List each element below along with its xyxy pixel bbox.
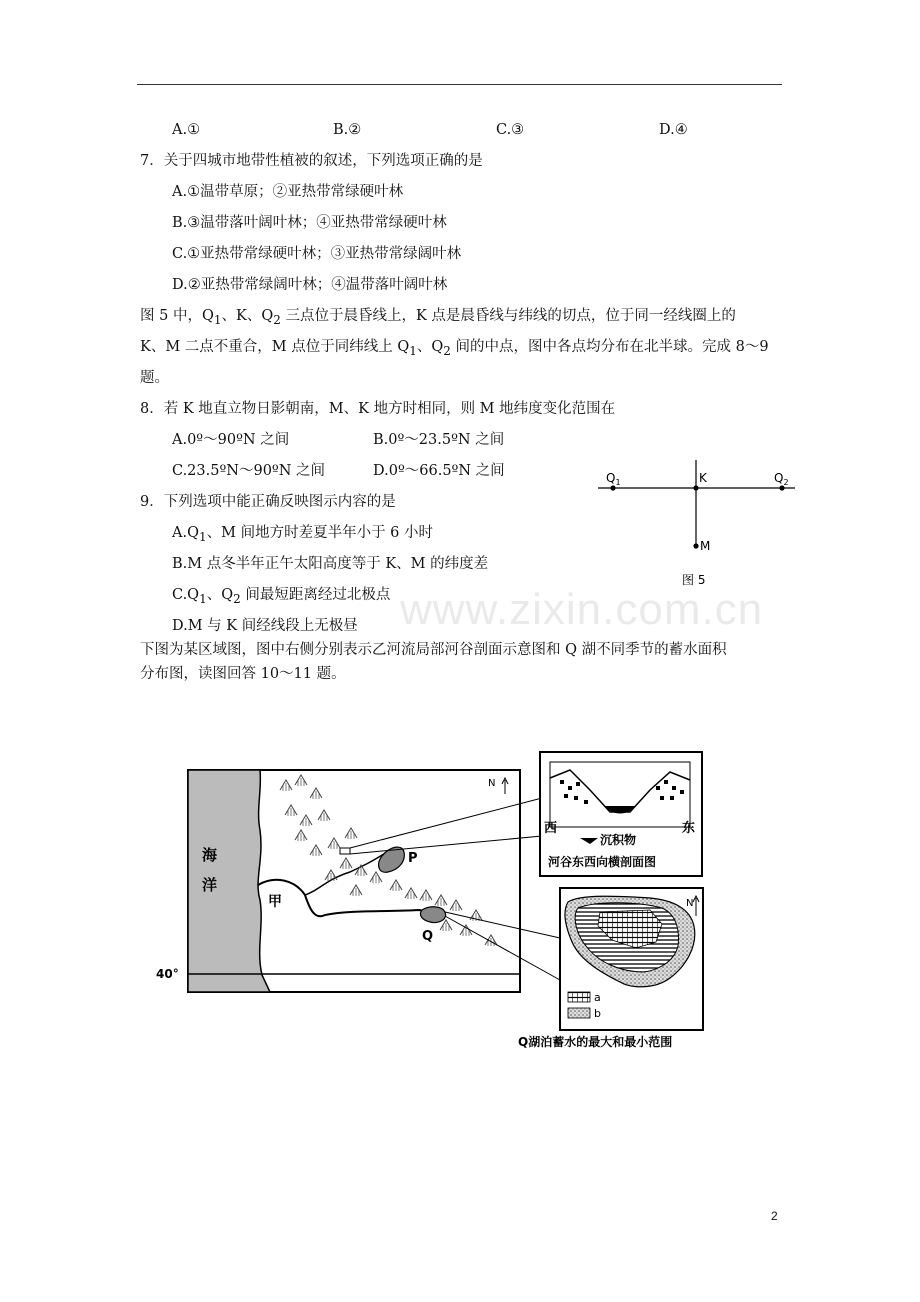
jia-label: 甲 — [268, 894, 282, 910]
q9-option-c: $C.Q_1$、$Q_2$ 间最短距离经过北极点 — [172, 587, 391, 606]
intro-8-9-line3: 题。 — [140, 370, 169, 386]
lake-title: Q湖泊蓄水的最大和最小范围 — [518, 1035, 673, 1049]
label-m: M — [700, 539, 711, 553]
latitude-label: 40° — [156, 967, 179, 981]
watermark: www.zixin.com.cn — [400, 585, 764, 634]
valley-title: 河谷东西向横剖面图 — [548, 855, 657, 869]
q9-option-a: $A.Q_1$、M 间地方时差夏半年小于 6 小时 — [172, 525, 434, 544]
q6-option-a: A.① — [172, 122, 201, 138]
sediment-label: 沉积物 — [600, 833, 637, 847]
label-q1: $Q_1$ — [606, 471, 621, 487]
q8-option-c: C.23.5ºN～90ºN 之间 — [172, 463, 326, 479]
valley-east-label: 东 — [682, 821, 696, 836]
q8-option-b: B.0º～23.5ºN 之间 — [373, 432, 505, 448]
q8-stem: 8．若 K 地直立物日影朝南，M、K 地方时相同，则 M 地纬度变化范围在 — [140, 401, 616, 417]
q7-option-d: D.②亚热带常绿阔叶林；④温带落叶阔叶林 — [172, 277, 448, 293]
intro-10-11-line1: 下图为某区域图，图中右侧分别表示乙河流局部河谷剖面示意图和 Q 湖不同季节的蓄水面积 — [140, 642, 727, 658]
ocean-label-2: 洋 — [202, 876, 218, 894]
q8-option-d: D.0º～66.5ºN 之间 — [373, 463, 505, 479]
legend-a-swatch — [568, 992, 590, 1002]
q7-stem: 7．关于四城市地带性植被的叙述，下列选项正确的是 — [140, 153, 483, 169]
figure-5 — [590, 460, 800, 590]
lake-q-label: Q — [422, 929, 434, 944]
page-number: 2 — [771, 1209, 778, 1223]
legend-a-label: a — [594, 991, 601, 1004]
q9-option-d: D.M 与 K 间经线段上无极昼 — [172, 618, 358, 634]
intro-8-9-line1: 图 5 中，$Q_1$、K、$Q_2$ 三点位于晨昏线上，K 点是晨昏线与纬线的切点，位于同一经线圈上的 — [140, 308, 736, 327]
legend-b-swatch — [568, 1008, 590, 1018]
point-k — [693, 485, 698, 490]
q6-option-c: C.③ — [496, 122, 525, 138]
header-rule — [137, 84, 782, 85]
lake-q — [420, 907, 445, 923]
point-m — [693, 543, 698, 548]
intro-10-11-line2: 分布图，读图回答 10～11 题。 — [140, 666, 346, 682]
q6-option-b: B.② — [333, 122, 362, 138]
q7-option-b: B.③温带落叶阔叶林；④亚热带常绿硬叶林 — [172, 215, 447, 231]
lake-p-label: P — [408, 851, 418, 866]
q7-option-c: C.①亚热带常绿硬叶林；③亚热带常绿阔叶林 — [172, 246, 462, 262]
map-north-label: N — [488, 778, 496, 789]
label-k: K — [699, 471, 707, 485]
ocean-area — [188, 770, 270, 992]
label-q2: $Q_2$ — [774, 471, 789, 487]
regional-map — [150, 750, 780, 1060]
q6-option-d: D.④ — [659, 122, 688, 138]
q8-option-a: A.0º～90ºN 之间 — [172, 432, 290, 448]
legend-b-label: b — [594, 1007, 601, 1020]
q9-stem: 9．下列选项中能正确反映图示内容的是 — [140, 494, 396, 510]
lake-north-label: N — [686, 898, 694, 909]
valley-west-label: 西 — [544, 821, 558, 836]
q9-option-b: B.M 点冬半年正午太阳高度等于 K、M 的纬度差 — [172, 556, 489, 572]
figure-5-caption: 图 5 — [682, 573, 706, 587]
q7-option-a: A.①温带草原；②亚热带常绿硬叶林 — [172, 184, 404, 200]
ocean-label-1: 海 — [202, 846, 218, 864]
intro-8-9-line2: K、M 二点不重合，M 点位于同纬线上 $Q_1$、$Q_2$ 间的中点，图中各点均分布在北半球。完成 8～9 — [140, 339, 769, 358]
